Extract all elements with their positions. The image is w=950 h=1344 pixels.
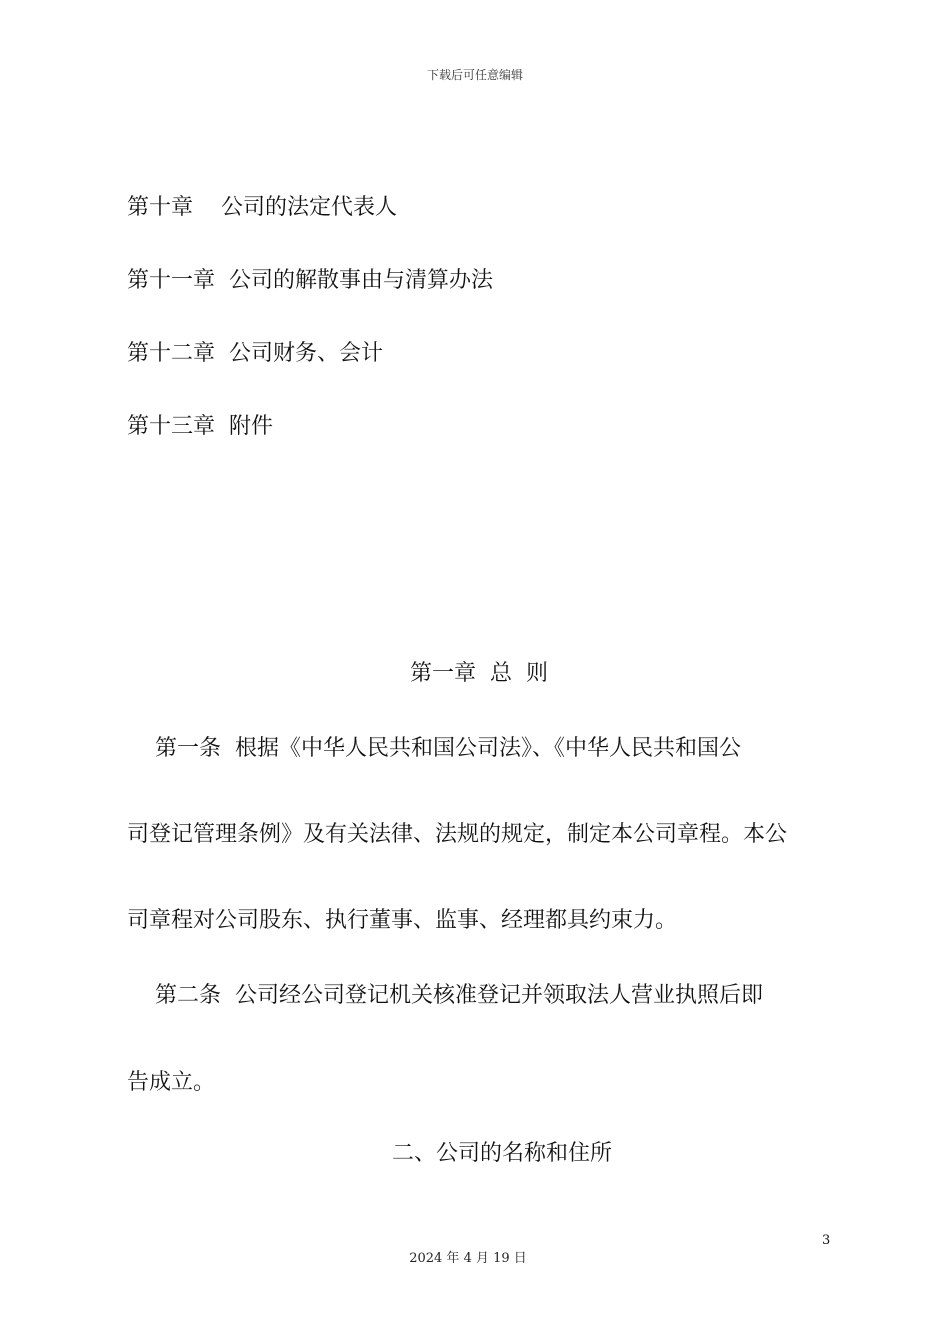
toc-chapter: 第十章: [127, 195, 194, 220]
page-number: 3: [822, 1233, 831, 1248]
toc-chapter: 第十二章: [127, 341, 216, 366]
chapter-one-heading: 第一章 总 则: [410, 661, 548, 686]
article-2-line: 告成立。: [127, 1070, 216, 1095]
toc-gap: [215, 341, 229, 366]
article-1-line: 司章程对公司股东、执行董事、监事、经理都具约束力。: [127, 908, 678, 933]
article-2-line: 第二条 公司经公司登记机关核准登记并领取法人营业执照后即: [127, 983, 763, 1008]
toc-gap: [215, 414, 229, 439]
toc-item-13: [127, 409, 273, 440]
toc-title: 公司的法定代表人: [221, 195, 398, 220]
toc-title: 附件: [229, 414, 274, 439]
toc-item-12: [127, 336, 383, 367]
page-header: 下载后可任意编辑: [426, 68, 523, 82]
article-1-line: 第一条 根据《中华人民共和国公司法》、《中华人民共和国公: [127, 736, 741, 761]
article-1-line: 司登记管理条例》及有关法律、法规的规定，制定本公司章程。本公: [127, 822, 788, 847]
toc-chapter: 第十三章: [127, 414, 216, 439]
section-two-heading: 二、公司的名称和住所: [391, 1141, 612, 1166]
toc-item-10: [127, 190, 397, 221]
toc-gap: [215, 268, 229, 293]
footer-date: 2024 年 4 月 19 日: [409, 1251, 527, 1266]
toc-title: 公司财务、会计: [229, 341, 384, 366]
toc-item-11: [127, 263, 493, 294]
toc-gap: [193, 195, 221, 220]
toc-chapter: 第十一章: [127, 268, 216, 293]
toc-title: 公司的解散事由与清算办法: [229, 268, 494, 293]
